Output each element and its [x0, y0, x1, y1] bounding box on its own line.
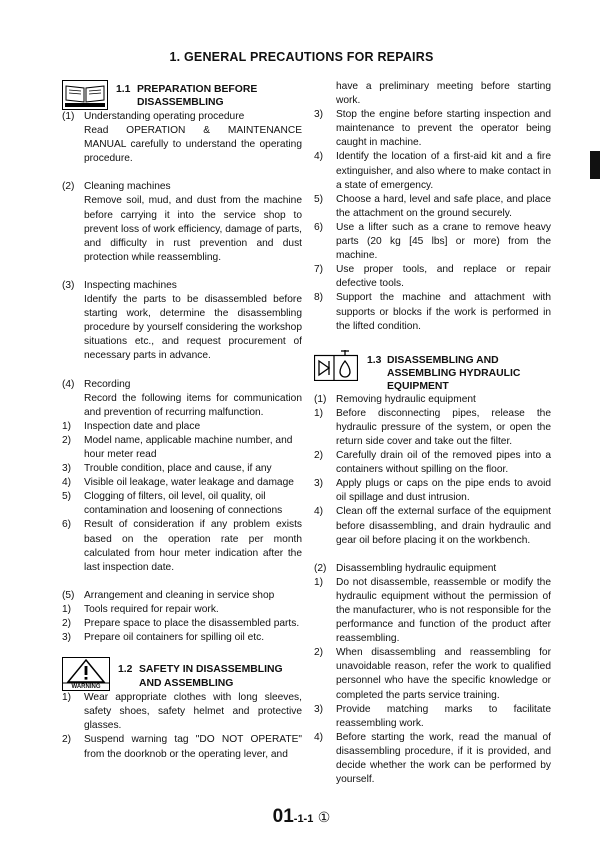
list-item: 5) Clogging of filters, oil level, oil quality, oil contamination and loosening of connections [62, 491, 283, 517]
item-body: Identify the parts to be disassembled before starting work, determine the disassembling procedure by yourself considering the workshop situations etc., and request procurement of necessary parts in advance. [84, 294, 302, 362]
list-item: 6) Result of consideration if any problem exists based on the operation rate per month calculated from hour meter indication after the last inspection date. [62, 519, 302, 573]
item-heading: (1) Removing hydraulic equipment [314, 393, 476, 405]
list-item: 1) Do not disassemble, reassemble or modify the hydraulic equipment without the permission of the manufacturer, who is not responsible for the performance and function of the product after reassembling. [314, 576, 551, 645]
list-item: 2) Prepare space to place the disassembled parts. [62, 618, 300, 629]
section-title-line2: ASSEMBLING HYDRAULIC [387, 367, 521, 379]
list-item: 4) Before starting the work, read the manual of disassembling procedure, if it is provided, and decide whether the work can be performed by yourself. [314, 731, 551, 786]
section-1-3-heading [314, 348, 551, 390]
warning-label: WARNING [71, 684, 101, 691]
list-item: 3) Apply plugs or caps on the pipe ends to avoid oil spillage and dust intrusion. [314, 478, 551, 504]
list-item: 2) Carefully drain oil of the removed pipes into a containers without spilling on the floor. [314, 450, 551, 476]
left-column [62, 80, 302, 762]
item-heading: (1) Understanding operating procedure [62, 111, 245, 122]
section-title-line2: DISASSEMBLING [137, 97, 224, 108]
list-item: 8) Support the machine and attachment with supports or blocks if the work is performed in the lifted condition. [314, 292, 551, 332]
item-body: Read OPERATION & MAINTENANCE MANUAL carefully to understand the operating procedure. [84, 125, 302, 165]
list-item: 6) Use a lifter such as a crane to remove heavy parts (20 kg [45 lbs] or more) from the machine. [314, 221, 551, 262]
hydraulic-equipment-icon [314, 349, 358, 386]
right-column [314, 80, 551, 787]
item-body: Record the following items for communication and prevention of recurring malfunction. [84, 392, 302, 418]
list-item: 1) Before disconnecting pipes, release the hydraulic pressure of the system, or open the return side cover and take out the filter. [314, 407, 551, 447]
list-item: 1) Wear appropriate clothes with long sleeves, safety shoes, safety helmet and protective glasses. [62, 692, 302, 732]
section-number: 1.1 [116, 84, 131, 95]
item-heading: (2) Disassembling hydraulic equipment [314, 562, 497, 574]
list-item: 2) When disassembling and reassembling for unavoidable reason, refer the work to qualified personnel who have the specific knowledge or completed the parts service training. [314, 647, 551, 701]
list-item: 1) Inspection date and place [62, 420, 201, 432]
item-heading: (5) Arrangement and cleaning in service shop [62, 589, 275, 601]
list-item: 7) Use proper tools, and replace or repair defective tools. [314, 264, 551, 290]
continued-text: have a preliminary meeting before starting work. [336, 81, 551, 107]
section-title-line2: AND ASSEMBLING [139, 678, 234, 690]
section-tab-marker [590, 151, 600, 179]
list-item: 3) Provide matching marks to facilitate reassembling work. [314, 703, 551, 729]
section-title-line1: DISASSEMBLING AND [387, 354, 499, 366]
list-item: 4) Identify the location of a first-aid kit and a fire extinguisher, and also where to make contact in a state of emergency. [314, 151, 551, 191]
section-title-line1: PREPARATION BEFORE [137, 84, 258, 95]
revision-mark: ① [317, 809, 331, 825]
section-title-line1: SAFETY IN DISASSEMBLING [139, 664, 283, 676]
section-1-2-heading [62, 657, 302, 691]
item-heading: (3) Inspecting machines [62, 279, 177, 291]
list-item: 3) Trouble condition, place and cause, if any [62, 463, 272, 475]
section-number: 1.3 [367, 354, 382, 366]
section-1-1-heading [62, 80, 302, 110]
list-item: 3) Stop the engine before starting inspection and maintenance to prevent the operator being caught in machine. [314, 109, 551, 149]
section-title-line3: EQUIPMENT [387, 380, 449, 392]
item-heading: (4) Recording [62, 378, 131, 390]
list-item: 3) Prepare oil containers for spilling oil etc. [62, 632, 265, 644]
warning-triangle-icon [62, 657, 110, 696]
page-title: 1. GENERAL PRECAUTIONS FOR REPAIRS [169, 50, 434, 64]
list-item: 5) Choose a hard, level and safe place, and place the attachment on the ground securely. [314, 193, 551, 219]
list-item: 4) Visible oil leakage, water leakage and damage [62, 477, 294, 489]
page-number-main: 01 [272, 806, 294, 827]
section-number: 1.2 [118, 664, 133, 676]
list-item: 1) Tools required for repair work. [62, 603, 219, 615]
page-number-sub: -1-1 [293, 813, 314, 825]
item-heading: (2) Cleaning machines [62, 181, 171, 193]
list-item: 2) Model name, applicable machine number, and hour meter read [62, 434, 293, 460]
list-item: 2) Suspend warning tag "DO NOT OPERATE" from the doorknob or the operating lever, and [62, 734, 302, 760]
list-item: 4) Clean off the external surface of the equipment before disassembling, and drain hydraulic and gear oil before placing it on the workbench. [314, 506, 551, 546]
item-body: Remove soil, mud, and dust from the machine before carrying it into the service shop to prevent loss of work efficiency, damage of parts, and difficulty in rust prevention and dust protection while reassembling. [84, 195, 302, 263]
page-number [0, 806, 603, 828]
